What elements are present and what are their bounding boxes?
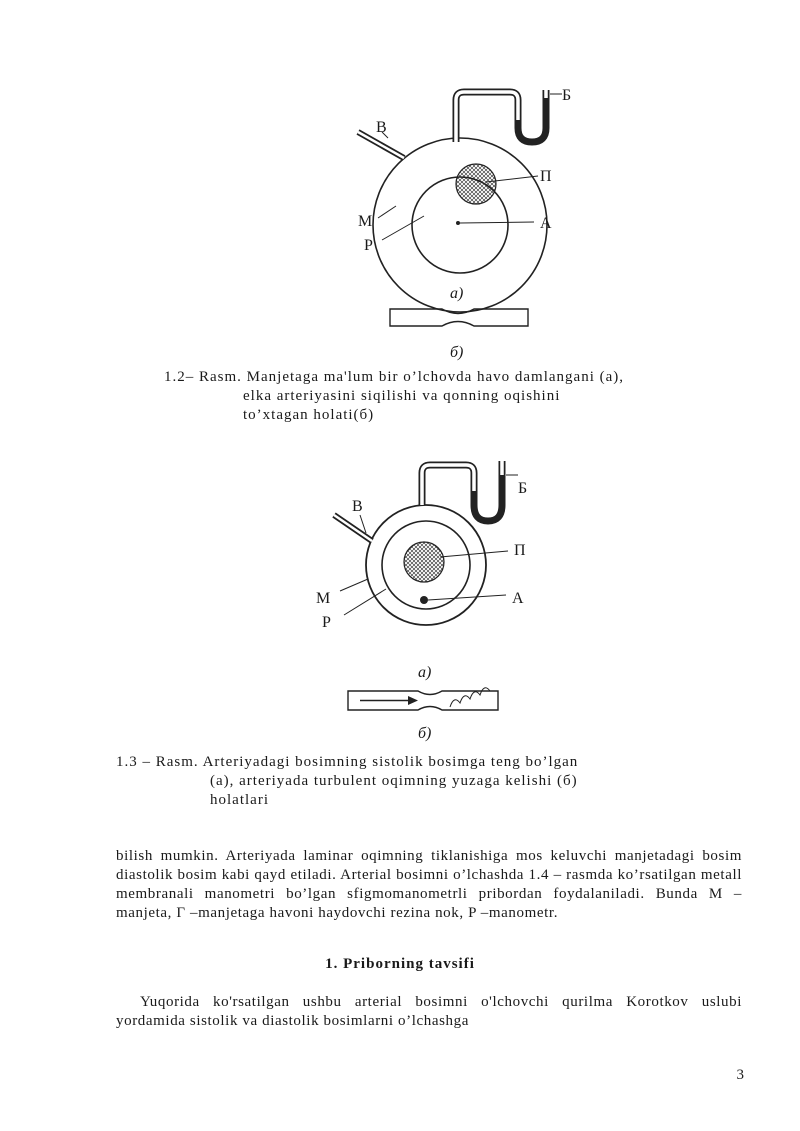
- mercury-column: [474, 475, 502, 521]
- mercury-column: [518, 98, 546, 142]
- body-paragraph-2: Yuqorida ko'rsatilgan ushbu arterial bosimni o'lchovchi qurilma Korotkov uslubi yordamida sistolik va diastolik bosimlarni o’lchashga: [116, 994, 742, 1029]
- sublabel-b: б): [418, 725, 432, 742]
- label-v: В: [376, 119, 387, 136]
- figure-1-2: [300, 80, 600, 365]
- label-v: В: [352, 498, 363, 515]
- label-a: А: [512, 590, 524, 607]
- caption-1-2: [164, 368, 624, 425]
- body-paragraph-1: bilish mumkin. Arteriyada laminar oqimning tiklanishiga mos keluvchi manjetadagi bosim diastolik bosim kabi qayd etiladi. Arterial bosimni o’lchashda 1.4 – rasmda ko’rsatilgan metall membranali manometri bo’lgan sfigmomanometrli pribordan foydalaniladi. Bunda M –manjeta, Г –manjetaga havoni haydovchi rezina nok, P –manometr.: [116, 848, 742, 921]
- caption-1-3: [116, 753, 578, 810]
- label-p: П: [514, 542, 526, 559]
- sublabel-a: a): [418, 664, 432, 681]
- label-p: П: [540, 168, 552, 185]
- artery-dot: [420, 596, 428, 604]
- manometer-tube: [456, 90, 546, 142]
- label-b: Б: [518, 480, 528, 497]
- caption-line: 1.2– Rasm. Manjetaga ma'lum bir o’lchovda havo damlangani (a),: [164, 369, 625, 385]
- label-r: Р: [322, 614, 331, 631]
- label-a: А: [540, 215, 552, 232]
- caption-line: holatlari: [210, 792, 269, 808]
- sublabel-a: a): [450, 285, 464, 302]
- page-number: 3: [736, 1067, 744, 1083]
- label-m: М: [316, 590, 331, 607]
- artery-dot: [456, 221, 460, 225]
- label-b: Б: [562, 87, 572, 104]
- caption-line: (a), arteriyada turbulent oqimning yuzaga kelishi (б): [210, 773, 578, 789]
- section-heading: 1. Priborning tavsifi: [325, 956, 475, 972]
- caption-line: elka arteriyasini siqilishi va qonning oqishini: [243, 388, 561, 404]
- sublabel-b: б): [450, 344, 464, 361]
- manometer-tube: [422, 461, 502, 521]
- bone-hatched: [456, 164, 496, 204]
- figure-1-2-diagram: [300, 80, 600, 365]
- label-m: М: [358, 213, 373, 230]
- figure-1-3-diagram: [300, 455, 600, 745]
- bone-hatched: [404, 542, 444, 582]
- figure-1-3: [300, 455, 600, 745]
- label-r: Р: [364, 237, 373, 254]
- caption-line: 1.3 – Rasm. Arteriyadagi bosimning sistolik bosimga teng bo’lgan: [116, 754, 579, 770]
- caption-line: to’xtagan holati(б): [243, 407, 375, 423]
